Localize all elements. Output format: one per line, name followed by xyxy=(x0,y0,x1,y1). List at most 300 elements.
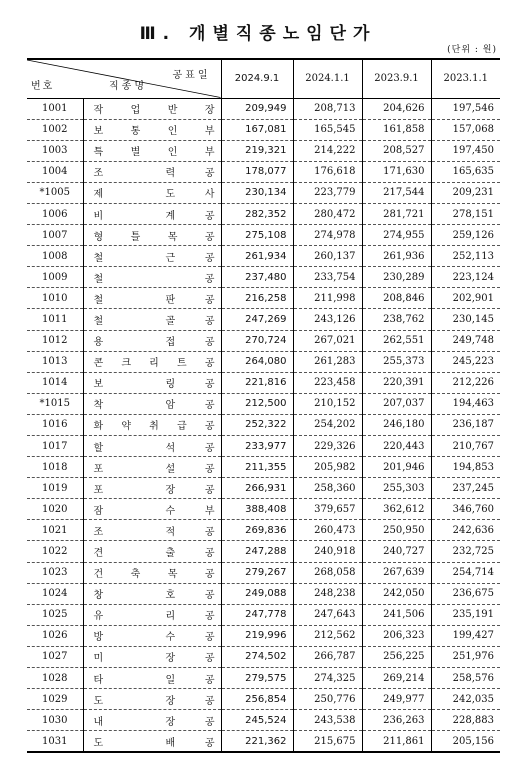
table-row xyxy=(27,246,500,267)
wage-value-2024-1-1: 379,657 xyxy=(293,499,362,520)
job-name xyxy=(83,710,221,731)
job-name xyxy=(83,562,221,583)
wage-value-2024-9-1: 270,724 xyxy=(221,330,293,351)
wage-value-2023-9-1: 217,544 xyxy=(362,182,431,203)
wage-value-2023-1-1: 165,635 xyxy=(431,161,500,182)
job-name-char: 리 xyxy=(149,358,159,370)
wage-value-2023-9-1: 207,037 xyxy=(362,393,431,414)
wage-value-2024-9-1: 279,267 xyxy=(221,562,293,583)
wage-value-2024-9-1: 279,575 xyxy=(221,668,293,689)
job-number: 1008 xyxy=(27,246,83,267)
table-row xyxy=(27,499,500,520)
wage-value-2024-1-1: 260,473 xyxy=(293,520,362,541)
job-name-char: 취 xyxy=(149,421,159,433)
column-header-2023-9-1: 2023.9.1 xyxy=(362,59,431,98)
wage-value-2023-1-1: 194,853 xyxy=(431,457,500,478)
wage-value-2023-1-1: 258,576 xyxy=(431,668,500,689)
job-number: 1025 xyxy=(27,604,83,625)
wage-value-2024-1-1: 247,643 xyxy=(293,604,362,625)
job-name-char: 틀 xyxy=(130,231,141,243)
job-name-char: 보 xyxy=(93,379,104,391)
job-name-char: 설 xyxy=(165,463,176,475)
wage-value-2023-1-1: 205,156 xyxy=(431,731,500,752)
job-name xyxy=(83,246,221,267)
job-number: *1015 xyxy=(27,393,83,414)
wage-value-2024-1-1: 266,787 xyxy=(293,646,362,667)
wage-value-2023-1-1: 228,883 xyxy=(431,710,500,731)
wage-value-2024-9-1: 249,088 xyxy=(221,583,293,604)
job-name-char xyxy=(133,312,136,327)
wage-value-2023-1-1: 199,427 xyxy=(431,625,500,646)
column-header-2024-9-1: 2024.9.1 xyxy=(221,59,293,98)
job-number: 1023 xyxy=(27,562,83,583)
wage-value-2024-9-1: 247,288 xyxy=(221,541,293,562)
table-row xyxy=(27,520,500,541)
job-name-char: 공 xyxy=(204,337,215,349)
job-name xyxy=(83,646,221,667)
job-name-char xyxy=(133,291,136,306)
job-name xyxy=(83,203,221,224)
job-name-char: 철 xyxy=(93,252,104,264)
wage-value-2024-9-1: 274,502 xyxy=(221,646,293,667)
job-name-char xyxy=(133,207,136,222)
job-number: 1012 xyxy=(27,330,83,351)
job-name-char xyxy=(133,692,136,707)
wage-value-2023-1-1: 245,223 xyxy=(431,351,500,372)
job-name-char: 착 xyxy=(93,400,104,412)
wage-value-2024-1-1: 261,283 xyxy=(293,351,362,372)
job-name-char xyxy=(133,333,136,348)
job-name-char xyxy=(133,671,136,686)
wage-value-2024-9-1: 275,108 xyxy=(221,225,293,246)
job-name-char: 력 xyxy=(165,168,176,180)
job-name-char: 할 xyxy=(93,442,104,454)
job-name-char: 일 xyxy=(165,674,176,686)
job-name xyxy=(83,499,221,520)
job-name xyxy=(83,414,221,435)
unit-label: (단위 : 원) xyxy=(447,45,497,55)
table-row xyxy=(27,225,500,246)
job-name xyxy=(83,309,221,330)
job-number: 1019 xyxy=(27,478,83,499)
job-name-char: 철 xyxy=(93,294,104,306)
job-name-char: 공 xyxy=(204,590,215,602)
job-name xyxy=(83,478,221,499)
wage-value-2023-9-1: 249,977 xyxy=(362,689,431,710)
wage-value-2023-9-1: 208,527 xyxy=(362,140,431,161)
wage-value-2024-9-1: 237,480 xyxy=(221,267,293,288)
wage-value-2024-9-1: 219,321 xyxy=(221,140,293,161)
wage-value-2024-9-1: 221,816 xyxy=(221,372,293,393)
wage-value-2024-1-1: 274,978 xyxy=(293,225,362,246)
wage-value-2023-9-1: 161,858 xyxy=(362,119,431,140)
job-name xyxy=(83,689,221,710)
job-number: 1017 xyxy=(27,436,83,457)
wage-value-2023-9-1: 274,955 xyxy=(362,225,431,246)
job-name-char: 배 xyxy=(165,737,176,749)
wage-value-2023-9-1: 211,861 xyxy=(362,731,431,752)
wage-value-2024-9-1: 178,077 xyxy=(221,161,293,182)
wage-value-2024-9-1: 252,322 xyxy=(221,414,293,435)
job-name-char: 유 xyxy=(93,611,104,623)
column-header-2024-1-1: 2024.1.1 xyxy=(293,59,362,98)
job-name-char xyxy=(133,439,136,454)
job-name-char: 포 xyxy=(93,484,104,496)
job-name-char xyxy=(133,734,136,749)
wage-value-2023-1-1: 232,725 xyxy=(431,541,500,562)
job-name-char: 공 xyxy=(204,463,215,475)
job-number: 1021 xyxy=(27,520,83,541)
job-number: 1001 xyxy=(27,98,83,119)
wage-value-2023-9-1: 201,946 xyxy=(362,457,431,478)
wage-value-2023-9-1: 242,050 xyxy=(362,583,431,604)
job-name-char: 공 xyxy=(204,273,215,285)
wage-value-2024-1-1: 223,458 xyxy=(293,372,362,393)
job-name-char: 목 xyxy=(167,569,178,581)
wage-value-2024-1-1: 211,998 xyxy=(293,288,362,309)
job-name xyxy=(83,351,221,372)
table-row xyxy=(27,309,500,330)
table-row xyxy=(27,457,500,478)
job-name-char: 공 xyxy=(204,168,215,180)
table-row xyxy=(27,541,500,562)
job-name xyxy=(83,457,221,478)
job-name xyxy=(83,119,221,140)
job-name-char: 콘 xyxy=(93,358,104,370)
job-number: 1003 xyxy=(27,140,83,161)
wage-value-2024-9-1: 211,355 xyxy=(221,457,293,478)
table-row xyxy=(27,583,500,604)
job-name-char xyxy=(133,164,136,179)
wage-value-2024-9-1: 388,408 xyxy=(221,499,293,520)
job-name xyxy=(83,330,221,351)
wage-value-2024-9-1: 247,269 xyxy=(221,309,293,330)
wage-value-2023-9-1: 261,936 xyxy=(362,246,431,267)
job-name-char: 공 xyxy=(204,210,215,222)
table-row xyxy=(27,710,500,731)
table-row xyxy=(27,119,500,140)
job-name-char: 도 xyxy=(93,737,104,749)
job-name-char: 근 xyxy=(165,252,176,264)
job-name-char: 판 xyxy=(165,294,176,306)
job-number: 1022 xyxy=(27,541,83,562)
job-name-char: 공 xyxy=(204,526,215,538)
job-name-char: 창 xyxy=(93,590,104,602)
table-row xyxy=(27,203,500,224)
job-name xyxy=(83,140,221,161)
wage-value-2023-9-1: 230,289 xyxy=(362,267,431,288)
wage-value-2024-1-1: 229,326 xyxy=(293,436,362,457)
job-name-char: 공 xyxy=(204,315,215,327)
table-row xyxy=(27,161,500,182)
wage-value-2023-1-1: 278,151 xyxy=(431,203,500,224)
table-row xyxy=(27,625,500,646)
job-name-char: 제 xyxy=(93,189,104,201)
table-row xyxy=(27,330,500,351)
job-name-char: 호 xyxy=(165,590,176,602)
wage-value-2023-1-1: 223,124 xyxy=(431,267,500,288)
job-name-char: 출 xyxy=(165,548,176,560)
wage-value-2023-9-1: 262,551 xyxy=(362,330,431,351)
number-column-label: 번호 xyxy=(31,80,55,92)
wage-value-2023-9-1: 220,391 xyxy=(362,372,431,393)
job-name-char xyxy=(133,249,136,264)
job-name xyxy=(83,583,221,604)
job-name xyxy=(83,98,221,119)
table-row xyxy=(27,140,500,161)
wage-value-2024-1-1: 215,675 xyxy=(293,731,362,752)
job-name-char: 리 xyxy=(165,611,176,623)
table-row xyxy=(27,436,500,457)
wage-value-2024-1-1: 212,562 xyxy=(293,625,362,646)
job-name-char: 공 xyxy=(204,569,215,581)
wage-value-2023-1-1: 251,976 xyxy=(431,646,500,667)
job-name-char: 링 xyxy=(165,379,176,391)
job-name-char: 수 xyxy=(165,632,176,644)
job-name-char: 부 xyxy=(204,126,215,138)
job-number: 1031 xyxy=(27,731,83,752)
table-row xyxy=(27,414,500,435)
job-number: 1028 xyxy=(27,668,83,689)
wage-value-2024-1-1: 233,754 xyxy=(293,267,362,288)
wage-value-2024-9-1: 256,854 xyxy=(221,689,293,710)
page-title: Ⅲ. 개별직종노임단가 xyxy=(139,24,377,44)
column-header-2023-1-1: 2023.1.1 xyxy=(431,59,500,98)
wage-value-2024-1-1: 243,126 xyxy=(293,309,362,330)
wage-value-2024-1-1: 260,137 xyxy=(293,246,362,267)
job-name xyxy=(83,436,221,457)
wage-value-2024-9-1: 209,949 xyxy=(221,98,293,119)
wage-value-2023-1-1: 197,546 xyxy=(431,98,500,119)
wage-value-2023-1-1: 210,767 xyxy=(431,436,500,457)
wage-value-2024-1-1: 214,222 xyxy=(293,140,362,161)
job-name-char: 공 xyxy=(204,400,215,412)
job-name-char: 공 xyxy=(204,611,215,623)
job-name-char: 용 xyxy=(93,337,104,349)
wage-value-2023-9-1: 255,303 xyxy=(362,478,431,499)
wage-value-2024-1-1: 274,325 xyxy=(293,668,362,689)
wage-value-2024-9-1: 233,977 xyxy=(221,436,293,457)
job-name-char: 접 xyxy=(165,337,176,349)
wage-value-2024-1-1: 210,152 xyxy=(293,393,362,414)
job-name-char: 조 xyxy=(93,526,104,538)
wage-value-2023-9-1: 269,214 xyxy=(362,668,431,689)
wage-value-2023-9-1: 236,263 xyxy=(362,710,431,731)
job-name-char xyxy=(133,713,136,728)
job-name-char: 철 xyxy=(93,273,104,285)
job-name-char xyxy=(133,396,136,411)
table-body xyxy=(27,98,500,752)
job-name-char: 암 xyxy=(165,400,176,412)
job-number: 1026 xyxy=(27,625,83,646)
job-name-char: 공 xyxy=(204,442,215,454)
job-name-char: 공 xyxy=(204,653,215,665)
job-name-char xyxy=(133,649,136,664)
job-name-char: 축 xyxy=(130,569,141,581)
wage-value-2024-9-1: 269,836 xyxy=(221,520,293,541)
job-number: 1014 xyxy=(27,372,83,393)
job-name xyxy=(83,668,221,689)
job-name-char: 화 xyxy=(93,421,104,433)
wage-value-2023-1-1: 230,145 xyxy=(431,309,500,330)
job-name-char: 인 xyxy=(167,126,178,138)
wage-value-2023-1-1: 237,245 xyxy=(431,478,500,499)
job-name-char: 내 xyxy=(93,716,104,728)
job-number: 1006 xyxy=(27,203,83,224)
wage-value-2024-9-1: 216,258 xyxy=(221,288,293,309)
wage-value-2023-1-1: 235,191 xyxy=(431,604,500,625)
job-number: 1027 xyxy=(27,646,83,667)
wage-value-2023-1-1: 194,463 xyxy=(431,393,500,414)
wage-value-2023-1-1: 254,714 xyxy=(431,562,500,583)
job-number: 1009 xyxy=(27,267,83,288)
job-name-char: 형 xyxy=(93,231,104,243)
job-number: 1002 xyxy=(27,119,83,140)
wage-value-2023-9-1: 241,506 xyxy=(362,604,431,625)
job-number: 1016 xyxy=(27,414,83,435)
wage-value-2024-9-1: 266,931 xyxy=(221,478,293,499)
wage-value-2024-9-1: 230,134 xyxy=(221,182,293,203)
table-row xyxy=(27,288,500,309)
wage-value-2023-9-1: 250,950 xyxy=(362,520,431,541)
table-row xyxy=(27,182,500,203)
job-name xyxy=(83,604,221,625)
table-header-row xyxy=(27,59,500,98)
job-number: 1024 xyxy=(27,583,83,604)
wage-value-2024-1-1: 208,713 xyxy=(293,98,362,119)
table-row xyxy=(27,668,500,689)
wage-value-2024-1-1: 254,202 xyxy=(293,414,362,435)
wage-value-2024-1-1: 205,982 xyxy=(293,457,362,478)
wage-value-2024-1-1: 258,360 xyxy=(293,478,362,499)
job-name xyxy=(83,520,221,541)
wage-value-2023-1-1: 202,901 xyxy=(431,288,500,309)
job-name-char: 도 xyxy=(93,695,104,707)
job-name-char: 공 xyxy=(204,674,215,686)
wage-value-2023-9-1: 281,721 xyxy=(362,203,431,224)
job-name-char: 장 xyxy=(204,105,215,117)
wage-value-2024-9-1: 264,080 xyxy=(221,351,293,372)
job-name-char: 통 xyxy=(130,126,141,138)
wage-value-2023-9-1: 267,639 xyxy=(362,562,431,583)
job-name-char xyxy=(133,523,136,538)
wage-value-2023-1-1: 242,636 xyxy=(431,520,500,541)
job-name xyxy=(83,182,221,203)
wage-table xyxy=(27,58,500,753)
job-name-char xyxy=(133,544,136,559)
wage-value-2023-9-1: 362,612 xyxy=(362,499,431,520)
job-name-char: 크 xyxy=(121,358,131,370)
wage-value-2023-9-1: 171,630 xyxy=(362,161,431,182)
job-name-char: 공 xyxy=(204,632,215,644)
table-row xyxy=(27,731,500,752)
wage-value-2023-1-1: 236,675 xyxy=(431,583,500,604)
wage-value-2023-9-1: 238,762 xyxy=(362,309,431,330)
wage-value-2024-1-1: 267,021 xyxy=(293,330,362,351)
job-name xyxy=(83,225,221,246)
announce-date-label: 공표일 xyxy=(172,70,211,81)
table-row xyxy=(27,372,500,393)
wage-value-2023-9-1: 208,846 xyxy=(362,288,431,309)
job-name-char: 철 xyxy=(93,315,104,327)
wage-value-2023-1-1: 212,226 xyxy=(431,372,500,393)
table-row xyxy=(27,98,500,119)
job-number: 1007 xyxy=(27,225,83,246)
job-name xyxy=(83,372,221,393)
table-row xyxy=(27,562,500,583)
job-name-char: 건 xyxy=(93,569,104,581)
job-name-char xyxy=(133,375,136,390)
job-name-char xyxy=(133,460,136,475)
wage-value-2024-1-1: 223,779 xyxy=(293,182,362,203)
job-name-char: 반 xyxy=(167,105,178,117)
job-name-char xyxy=(133,185,136,200)
job-number: 1030 xyxy=(27,710,83,731)
job-name xyxy=(83,731,221,752)
job-name-char: 잠 xyxy=(93,505,104,517)
job-name-char: 인 xyxy=(167,147,178,159)
table-row xyxy=(27,604,500,625)
job-name-char: 견 xyxy=(93,548,104,560)
job-name-char: 공 xyxy=(204,252,215,264)
job-name-char: 공 xyxy=(204,379,215,391)
wage-value-2024-9-1: 261,934 xyxy=(221,246,293,267)
job-name-char: 특 xyxy=(93,147,104,159)
job-name-char: 도 xyxy=(165,189,176,201)
wage-value-2023-1-1: 346,760 xyxy=(431,499,500,520)
job-name xyxy=(83,267,221,288)
job-name-char: 부 xyxy=(204,147,215,159)
job-name-char xyxy=(133,481,136,496)
job-name-char: 공 xyxy=(204,548,215,560)
wage-value-2023-1-1: 242,035 xyxy=(431,689,500,710)
wage-value-2024-9-1: 247,778 xyxy=(221,604,293,625)
wage-value-2023-1-1: 197,450 xyxy=(431,140,500,161)
job-name-char: 보 xyxy=(93,126,104,138)
job-name xyxy=(83,393,221,414)
job-number: *1005 xyxy=(27,182,83,203)
job-name-char: 목 xyxy=(167,231,178,243)
job-name-char: 계 xyxy=(165,210,176,222)
wage-value-2024-1-1: 280,472 xyxy=(293,203,362,224)
job-name-char: 장 xyxy=(165,695,176,707)
job-number: 1004 xyxy=(27,161,83,182)
job-name-char: 공 xyxy=(204,421,215,433)
job-name xyxy=(83,161,221,182)
job-number: 1018 xyxy=(27,457,83,478)
job-name-char xyxy=(133,628,136,643)
job-name xyxy=(83,541,221,562)
job-name-char: 장 xyxy=(165,484,176,496)
job-number: 1029 xyxy=(27,689,83,710)
job-name-char: 장 xyxy=(165,653,176,665)
job-name-char: 골 xyxy=(165,315,176,327)
wage-value-2024-1-1: 268,058 xyxy=(293,562,362,583)
wage-value-2024-9-1: 212,500 xyxy=(221,393,293,414)
job-name-char: 공 xyxy=(204,737,215,749)
job-number: 1011 xyxy=(27,309,83,330)
job-name-char: 공 xyxy=(204,695,215,707)
job-name-char xyxy=(133,502,136,517)
job-name-column-label: 직종명 xyxy=(109,80,147,92)
job-name xyxy=(83,625,221,646)
wage-value-2023-9-1: 255,373 xyxy=(362,351,431,372)
job-name-char: 작 xyxy=(93,105,104,117)
job-name-char: 급 xyxy=(176,421,187,433)
job-name-char: 적 xyxy=(165,526,176,538)
wage-value-2024-1-1: 165,545 xyxy=(293,119,362,140)
table-row xyxy=(27,393,500,414)
